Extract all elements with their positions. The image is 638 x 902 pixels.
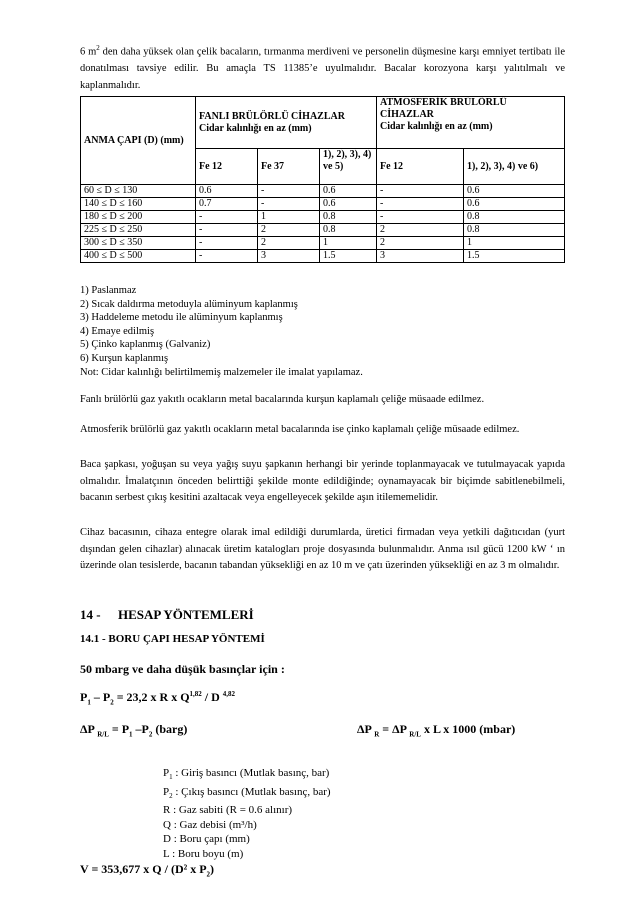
sub-header: 1), 2), 3), 4) ve 5) (320, 149, 377, 185)
sub-header: Fe 12 (377, 149, 464, 185)
table-row (81, 250, 565, 263)
table-cell: 3 (258, 250, 320, 263)
table-row (81, 237, 565, 250)
table-cell: 225 ≤ D ≤ 250 (81, 224, 196, 237)
table-cell: 0.8 (464, 211, 565, 224)
table-cell: - (377, 185, 464, 198)
table-cell: 3 (377, 250, 464, 263)
table-cell: 1.5 (464, 250, 565, 263)
table-cell: 2 (377, 237, 464, 250)
list-item: 5) Çinko kaplanmış (Galvaniz) (80, 339, 211, 351)
list-item: 2) Sıcak daldırma metoduyla alüminyum kaplanmış (80, 298, 298, 310)
section-title: HESAP YÖNTEMLERİ (118, 607, 254, 622)
table-cell: 2 (377, 224, 464, 237)
section-number: 14 - (80, 607, 101, 622)
table-cell: 1.5 (320, 250, 377, 263)
diameter-header: ANMA ÇAPI (D) (mm) (81, 97, 196, 185)
table-cell: 60 ≤ D ≤ 130 (81, 185, 196, 198)
table-cell: 1 (258, 211, 320, 224)
formula-delta-p-r: ΔP $_R$ = ΔP $_{R/L}$ x L x 1000 (mbar) (357, 722, 516, 739)
table-cell: 1 (464, 237, 565, 250)
table-cell: 2 (258, 224, 320, 237)
intro-paragraph: 6 $m^2$ den daha yüksek olan çelik bacaların, tırmanma merdiveni ve personelin düşmesine karşı emniyet tertibatı ile donatılması tavsiye edilir. Bu amaçla TS 11385’e uyulmalıdır. Bacalar korozyona karşı yalıtılmalı ve kaplanmalıdır. (80, 44, 565, 91)
table-row (81, 185, 565, 198)
list-item: 1) Paslanmaz (80, 285, 137, 296)
sub-header: Fe 12 (196, 149, 258, 185)
table-cell: - (196, 211, 258, 224)
table-cell: 140 ≤ D ≤ 160 (81, 198, 196, 211)
formula-delta-p-rl: ΔP $_{R/L} = P_1$ $-P_2$ (barg) (80, 722, 188, 739)
table-row (81, 198, 565, 211)
paragraph: Fanlı brülörlü gaz yakıtlı ocakların metal bacalarında kurşun kaplamalı çeliğe müsaade edilmez. (80, 394, 485, 405)
fan-burner-header: FANLI BRÜLÖRLÜ CİHAZLAR Cidar kalınlığı en az (mm) (196, 97, 377, 149)
chimney-thickness-table (80, 96, 565, 263)
list-item: 6) Kurşun kaplanmış (80, 352, 169, 364)
definition-item: R : Gaz sabiti (R = 0.6 alınır) (163, 804, 293, 817)
notes-list (80, 284, 363, 379)
table-row (81, 224, 565, 237)
table-cell: - (196, 224, 258, 237)
definition-item: Q : Gaz debisi (m³/h) (163, 818, 257, 831)
table-cell: - (258, 185, 320, 198)
table-cell: 0.8 (320, 224, 377, 237)
table-cell: - (196, 237, 258, 250)
definition-item: $P_2$ : Çıkış basıncı (Mutlak basınç, bar) (163, 785, 331, 800)
table-cell: 0.6 (464, 198, 565, 211)
list-item: 4) Emaye edilmiş (80, 325, 155, 337)
definitions-list (163, 766, 331, 861)
atmospheric-burner-header: ATMOSFERİK BRÜLÖRLÜ CİHAZLAR Cidar kalınlığı en az (mm) (377, 97, 565, 149)
table-cell: - (377, 211, 464, 224)
pressure-heading: 50 mbarg ve daha düşük basınçlar için : (80, 662, 285, 676)
table-cell: - (377, 198, 464, 211)
definition-item: D : Boru çapı (mm) (163, 833, 250, 846)
subsection-title: 14.1 - BORU ÇAPI HESAP YÖNTEMİ (80, 633, 265, 645)
table-cell: 0.8 (464, 224, 565, 237)
formula-pressure-drop: $P_1 - P_2 = 23,2$ x R x Q$^{1,82}$ / D $^{4,82}$ (80, 690, 236, 707)
table-cell: 180 ≤ D ≤ 200 (81, 211, 196, 224)
table-row (81, 211, 565, 224)
paragraph: Baca şapkası, yoğuşan su veya yağış suyu şapkanın herhangi bir yerinde toplanmayacak ve tutulmayacak yapıda olmalıdır. İmalatçının önceden belirttiği şekilde monte edildiğinde; oynamayacak bir biçimde sabitlenebilmeli, bacanın serbest çıkış kesitini azaltacak veya engelleyecek şekilde aşın itilememelidir. (80, 459, 565, 503)
table-cell: 2 (258, 237, 320, 250)
table-cell: 0.6 (464, 185, 565, 198)
table-cell: 1 (320, 237, 377, 250)
list-item: 3) Haddeleme metodu ile alüminyum kaplanmış (80, 312, 283, 324)
sub-header: Fe 37 (258, 149, 320, 185)
sub-header: 1), 2), 3), 4) ve 6) (464, 149, 565, 185)
paragraph: Atmosferik brülörlü gaz yakıtlı ocakların metal bacalarında ise çinko kaplamalı çeliğe müsaade edilmez. (80, 424, 520, 435)
paragraph: Cihaz bacasının, cihaza entegre olarak imal edildiği durumlarda, üretici firmadan veya yetkili dağıtıcıdan (yurt dışından gelen cihazlar) alınacak üretim katalogları proje dosyasında bulunmalıdır. Anma ısıl gücü 1200 kW ‘ ın üzerinde olan tesislerde, bacanın tabandan yüksekliği en az 10 m ve çatı üzerinden yüksekliği en az 3 m olmalıdır. (80, 527, 565, 571)
definition-item: $P_1$ : Giriş basıncı (Mutlak basınç, bar) (163, 767, 330, 782)
note-line: Not: Cidar kalınlığı belirtilmemiş malzemeler ile imalat yapılamaz. (80, 366, 363, 378)
table-cell: - (196, 250, 258, 263)
definition-item: L : Boru boyu (m) (163, 847, 244, 860)
formula-velocity: V = 353,677 x Q / (D² x $P_2$) (80, 862, 215, 879)
table-cell: 0.6 (320, 185, 377, 198)
table-cell: 0.8 (320, 211, 377, 224)
table-cell: 0.6 (196, 185, 258, 198)
table-cell: - (258, 198, 320, 211)
table-cell: 400 ≤ D ≤ 500 (81, 250, 196, 263)
table-cell: 300 ≤ D ≤ 350 (81, 237, 196, 250)
table-cell: 0.6 (320, 198, 377, 211)
table-cell: 0.7 (196, 198, 258, 211)
